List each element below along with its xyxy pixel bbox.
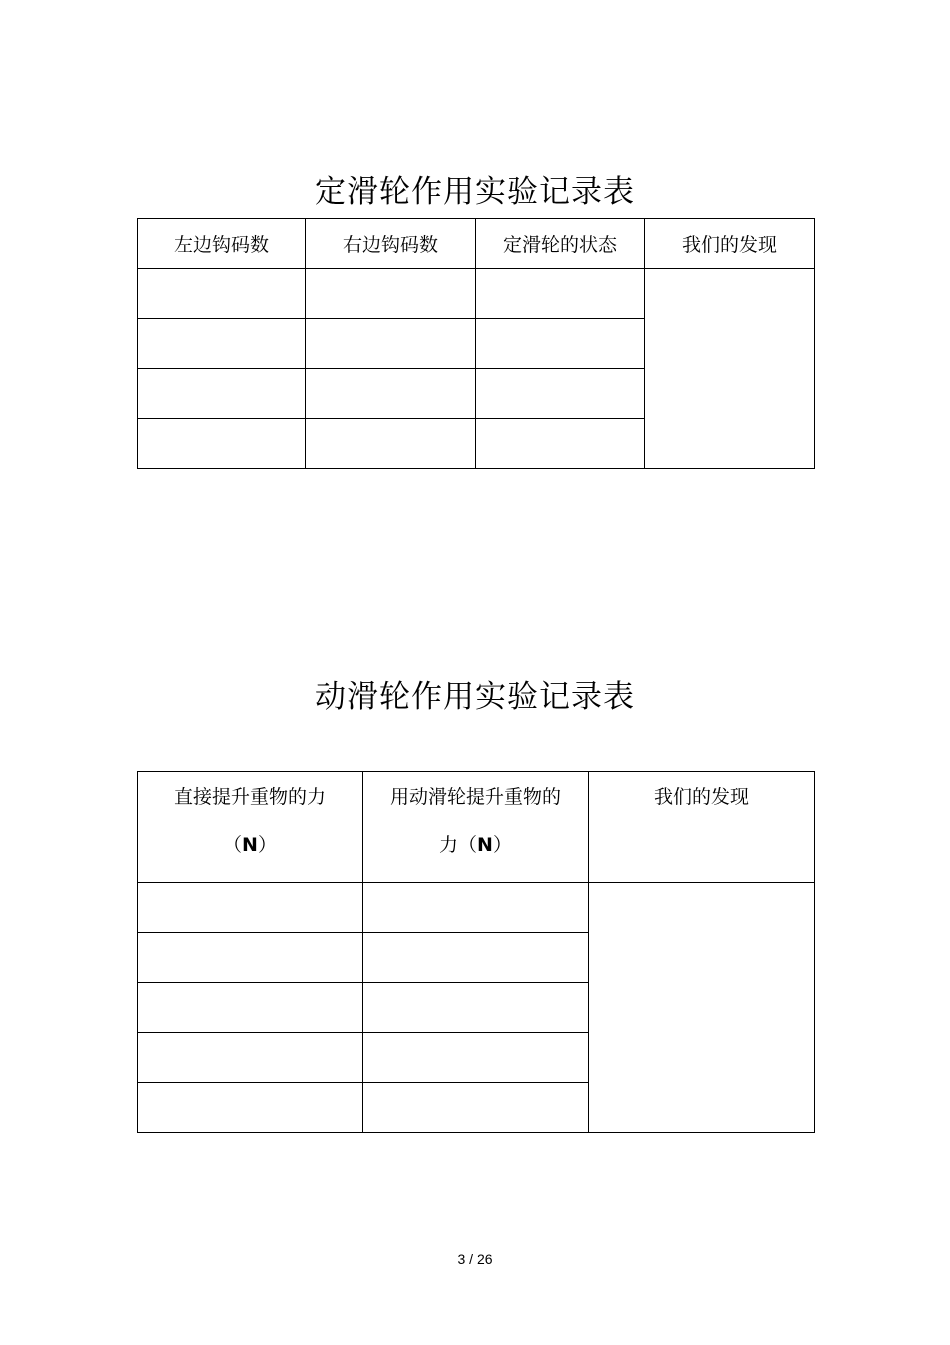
table-cell[interactable] xyxy=(476,319,645,369)
fixed-pulley-record-table xyxy=(137,218,815,469)
findings-cell[interactable] xyxy=(645,269,815,469)
table-cell[interactable] xyxy=(363,933,589,983)
findings-cell[interactable] xyxy=(589,883,815,1133)
header-left-weights: 左边钩码数 xyxy=(138,219,306,269)
table-cell[interactable] xyxy=(138,1083,363,1133)
unit-newton: N xyxy=(242,834,258,856)
header-direct-force xyxy=(138,772,363,883)
table-cell[interactable] xyxy=(363,983,589,1033)
table-cell[interactable] xyxy=(306,419,476,469)
table-cell[interactable] xyxy=(138,369,306,419)
header-findings-label: 我们的发现 xyxy=(653,786,749,808)
header-right-weights: 右边钩码数 xyxy=(306,219,476,269)
table-cell[interactable] xyxy=(138,319,306,369)
table-cell[interactable] xyxy=(363,883,589,933)
fixed-pulley-table-title: 定滑轮作用实验记录表 xyxy=(315,174,635,210)
header-pulley-force-line2: 力（N） xyxy=(439,834,512,856)
header-direct-force-line2: （N） xyxy=(223,834,277,856)
table-header-row xyxy=(138,219,815,269)
table-cell[interactable] xyxy=(138,1033,363,1083)
table-cell[interactable] xyxy=(363,1083,589,1133)
table-cell[interactable] xyxy=(138,883,363,933)
table-cell[interactable] xyxy=(138,419,306,469)
movable-pulley-table-title: 动滑轮作用实验记录表 xyxy=(315,679,635,715)
header-pulley-force-line1: 用动滑轮提升重物的 xyxy=(389,786,561,808)
header-pulley-force xyxy=(363,772,589,883)
unit-newton: N xyxy=(477,834,493,856)
header-direct-force-line1: 直接提升重物的力 xyxy=(173,786,326,808)
table-cell[interactable] xyxy=(476,369,645,419)
table-header-row xyxy=(138,772,815,883)
page-number: 3 / 26 xyxy=(457,1251,493,1267)
table-row xyxy=(138,883,815,933)
movable-pulley-record-table xyxy=(137,771,815,1133)
table-cell[interactable] xyxy=(306,319,476,369)
table-cell[interactable] xyxy=(138,933,363,983)
header-pulley-state: 定滑轮的状态 xyxy=(476,219,645,269)
header-findings xyxy=(589,772,815,883)
table-cell[interactable] xyxy=(138,983,363,1033)
table-cell[interactable] xyxy=(306,369,476,419)
table-cell[interactable] xyxy=(138,269,306,319)
table-cell[interactable] xyxy=(363,1033,589,1083)
table-cell[interactable] xyxy=(476,419,645,469)
table-cell[interactable] xyxy=(476,269,645,319)
table-row xyxy=(138,269,815,319)
header-findings: 我们的发现 xyxy=(645,219,815,269)
table-cell[interactable] xyxy=(306,269,476,319)
